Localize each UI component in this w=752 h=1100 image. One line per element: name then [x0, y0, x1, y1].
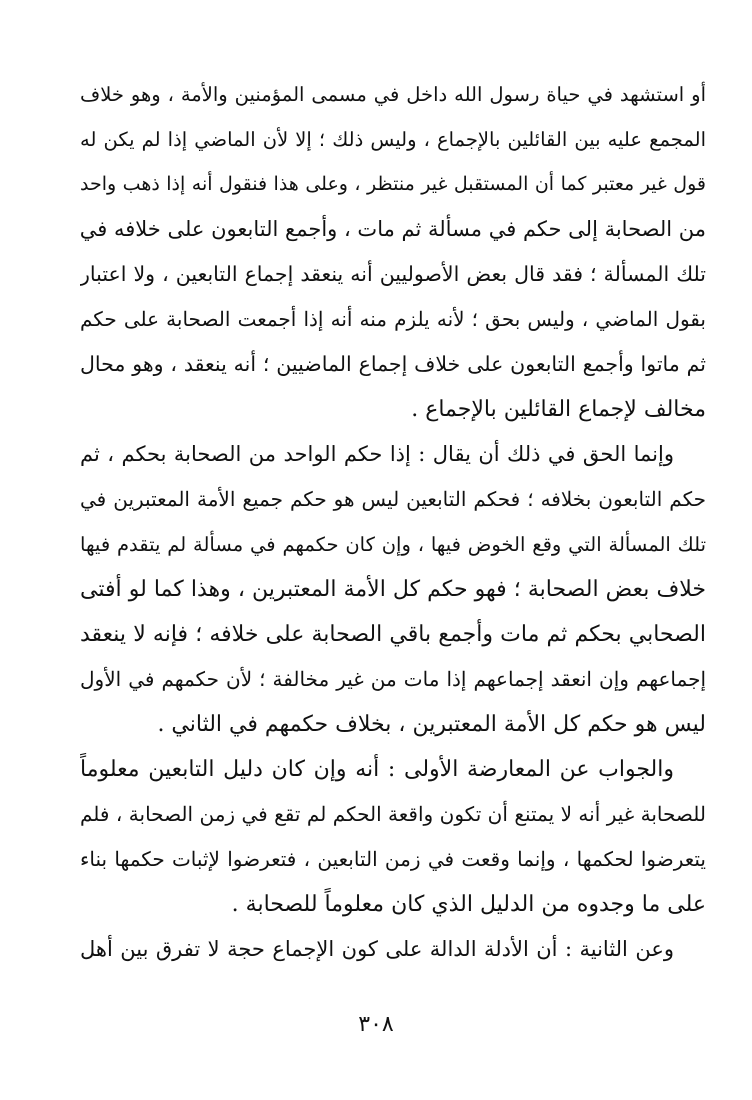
text-line: ثم ماتوا وأجمع التابعون على خلاف إجماع الماضيين ؛ أنه ينعقد ، وهو محال	[80, 352, 706, 376]
text-line: يتعرضوا لحكمها ، وإنما وقعت في زمن التابعين ، فتعرضوا لإثبات حكمها بناء	[80, 847, 706, 871]
text-line: بقول الماضي ، وليس بحق ؛ لأنه يلزم منه أنه إذا أجمعت الصحابة على حكم	[80, 307, 706, 331]
text-line: خلاف بعض الصحابة ؛ فهو حكم كل الأمة المعتبرين ، وهذا كما لو أفتى	[80, 577, 706, 602]
text-line: قول غير معتبر كما أن المستقبل غير منتظر ، وعلى هذا فنقول أنه إذا ذهب واحد	[80, 173, 706, 195]
text-line: أو استشهد في حياة رسول الله داخل في مسمى المؤمنين والأمة ، وهو خلاف	[80, 83, 706, 106]
text-line: مخالف لإجماع القائلين بالإجماع .	[411, 397, 706, 422]
text-line: تلك المسألة التي وقع الخوض فيها ، وإن كان حكمهم في مسألة لم يتقدم فيها	[80, 533, 706, 556]
page-body	[80, 72, 706, 972]
text-line: تلك المسألة ؛ فقد قال بعض الأصوليين أنه ينعقد إجماع التابعين ، ولا اعتبار	[80, 262, 706, 286]
text-line: وعن الثانية : أن الأدلة الدالة على كون الإجماع حجة لا تفرق بين أهل	[80, 937, 674, 961]
text-line: ليس هو حكم كل الأمة المعتبرين ، بخلاف حكمهم في الثاني .	[157, 712, 706, 737]
text-line: الصحابي بحكم ثم مات وأجمع باقي الصحابة على خلافه ؛ فإنه لا ينعقد	[80, 622, 706, 647]
page-number: ٣٠٨	[358, 1012, 394, 1037]
text-line: المجمع عليه بين القائلين بالإجماع ، وليس ذلك ؛ إلا لأن الماضي إذا لم يكن له	[80, 128, 706, 151]
text-line: حكم التابعون بخلافه ؛ فحكم التابعين ليس هو حكم جميع الأمة المعتبرين في	[80, 487, 706, 511]
text-line: على ما وجدوه من الدليل الذي كان معلوماً للصحابة .	[231, 892, 706, 917]
text-line: للصحابة غير أنه لا يمتنع أن تكون واقعة الحكم لم تقع في زمن الصحابة ، فلم	[80, 802, 706, 826]
text-line: وإنما الحق في ذلك أن يقال : إذا حكم الواحد من الصحابة بحكم ، ثم	[80, 442, 674, 466]
text-line: إجماعهم وإن انعقد إجماعهم إذا مات من غير مخالفة ؛ لأن حكمهم في الأول	[80, 667, 706, 691]
text-line: والجواب عن المعارضة الأولى : أنه وإن كان دليل التابعين معلوماً	[80, 757, 674, 782]
text-line: من الصحابة إلى حكم في مسألة ثم مات ، وأجمع التابعون على خلافه في	[80, 217, 706, 241]
